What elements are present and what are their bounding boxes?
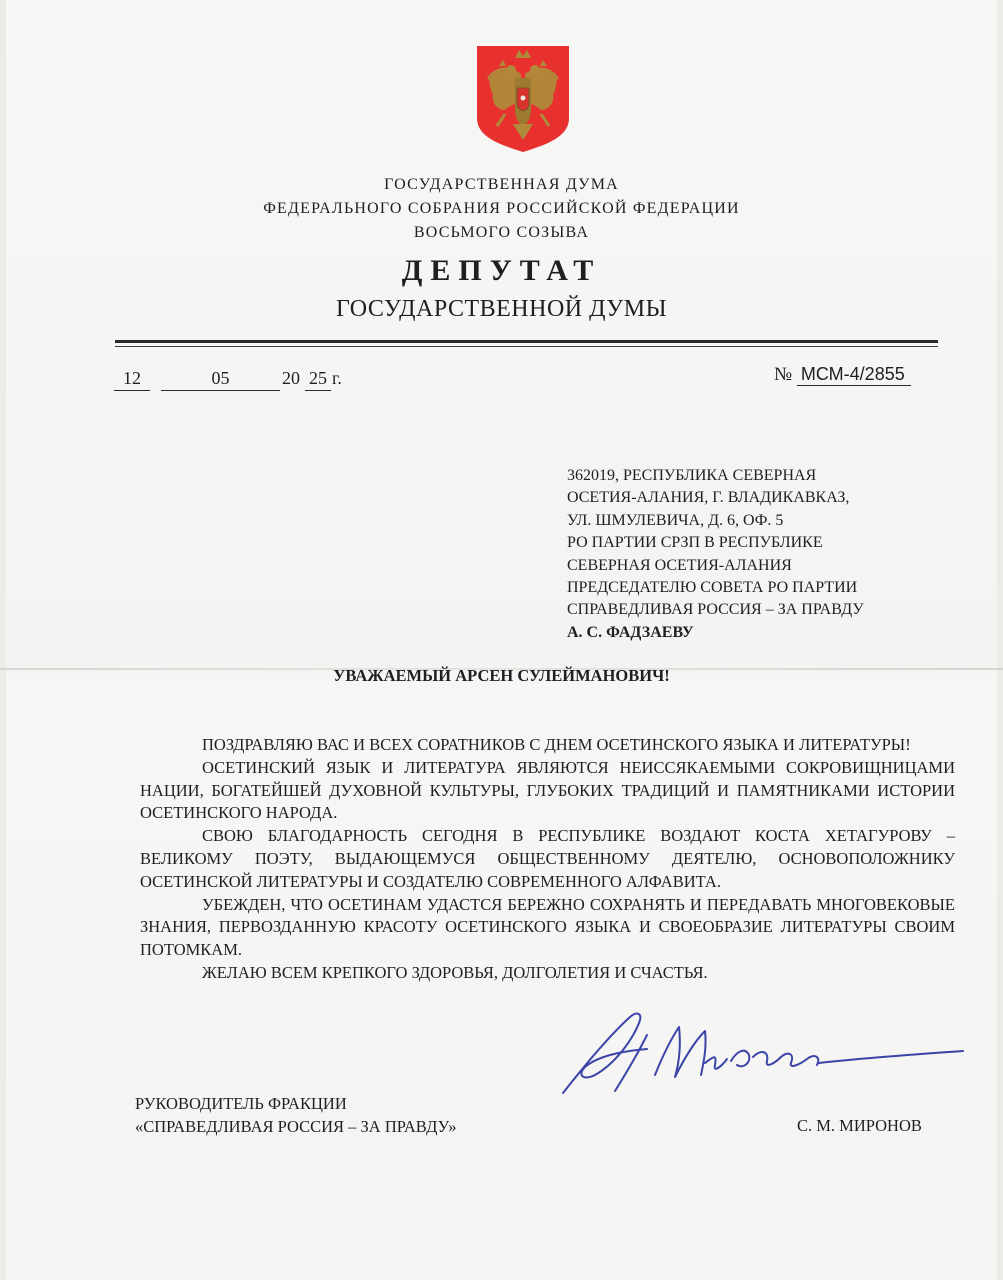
address-line: 362019, РЕСПУБЛИКА СЕВЕРНАЯ	[567, 467, 817, 484]
recipient-name: А. С. ФАДЗАЕВУ	[567, 623, 694, 641]
position-line: «СПРАВЕДЛИВАЯ РОССИЯ – ЗА ПРАВДУ»	[135, 1116, 457, 1136]
address-line: ПРЕДСЕДАТЕЛЮ СОВЕТА РО ПАРТИИ	[567, 579, 858, 597]
paragraph: УБЕЖДЕН, ЧТО ОСЕТИНАМ УДАСТСЯ БЕРЕЖНО СОХРАНЯТЬ И ПЕРЕДАВАТЬ МНОГОВЕКОВЫЕ ЗНАНИЯ, ПЕРВОЗДАННУЮ КРАСОТУ ОСЕТИНСКОГО ЯЗЫКА И СВОЕОБРАЗИЕ ЛИТЕРАТУРЫ СВОИМ ПОТОМКАМ.	[140, 894, 955, 960]
address-line: ОСЕТИЯ-АЛАНИЯ, Г. ВЛАДИКАВКАЗ,	[567, 489, 850, 507]
address-line: СЕВЕРНАЯ ОСЕТИЯ-АЛАНИЯ	[567, 556, 792, 574]
header-line-1: ГОСУДАРСТВЕННАЯ ДУМА	[384, 176, 619, 193]
header-rule-thick	[115, 340, 938, 343]
document-number	[774, 364, 911, 386]
date-year-suffix: 25	[305, 368, 331, 391]
russian-coat-of-arms-icon	[475, 44, 571, 154]
date-month: 05	[161, 368, 280, 391]
header-line-3: ВОСЬМОГО СОЗЫВА	[413, 224, 590, 241]
address-line: СПРАВЕДЛИВАЯ РОССИЯ – ЗА ПРАВДУ	[567, 601, 864, 619]
header-rule-thin	[115, 346, 938, 347]
document-number-value: МСМ-4/2855	[797, 364, 911, 386]
paragraph: СВОЮ БЛАГОДАРНОСТЬ СЕГОДНЯ В РЕСПУБЛИКЕ ВОЗДАЮТ КОСТА ХЕТАГУРОВУ – ВЕЛИКОМУ ПОЭТУ, ВЫДАЮЩЕМУСЯ ОБЩЕСТВЕННОМУ ДЕЯТЕЛЮ, ОСНОВОПОЛОЖНИКУ ОСЕТИНСКОЙ ЛИТЕРАТУРЫ И СОЗДАТЕЛЮ СОВРЕМЕННОГО АЛФАВИТА.	[140, 826, 955, 891]
greeting: УВАЖАЕМЫЙ АРСЕН СУЛЕЙМАНОВИЧ!	[333, 666, 670, 685]
date-year-mark: г.	[332, 368, 342, 388]
date-day: 12	[114, 368, 150, 391]
paragraph: ЖЕЛАЮ ВСЕМ КРЕПКОГО ЗДОРОВЬЯ, ДОЛГОЛЕТИЯ И СЧАСТЬЯ.	[202, 962, 708, 982]
position-line: РУКОВОДИТЕЛЬ ФРАКЦИИ	[135, 1094, 347, 1113]
signatory-position	[135, 1093, 456, 1139]
address-line: РО ПАРТИИ СРЗП В РЕСПУБЛИКЕ	[567, 534, 823, 552]
paragraph: ПОЗДРАВЛЯЮ ВАС И ВСЕХ СОРАТНИКОВ С ДНЕМ ОСЕТИНСКОГО ЯЗЫКА И ЛИТЕРАТУРЫ!	[202, 735, 911, 754]
header-line-2: ФЕДЕРАЛЬНОГО СОБРАНИЯ РОССИЙСКОЙ ФЕДЕРАЦИИ	[263, 200, 740, 217]
header-subtitle: ГОСУДАРСТВЕННОЙ ДУМЫ	[335, 296, 668, 322]
paragraph: ОСЕТИНСКИЙ ЯЗЫК И ЛИТЕРАТУРА ЯВЛЯЮТСЯ НЕИССЯКАЕМЫМИ СОКРОВИЩНИЦАМИ НАЦИИ, БОГАТЕЙШЕЙ ДУХОВНОЙ КУЛЬТУРЫ, ГЛУБОКИХ ТРАДИЦИЙ И ПАМЯТНИКАМИ ИСТОРИИ ОСЕТИНСКОГО НАРОДА.	[140, 757, 955, 823]
handwritten-signature	[555, 1005, 970, 1100]
recipient-address	[567, 465, 864, 644]
header-title: ДЕПУТАТ	[401, 254, 602, 287]
address-line: УЛ. ШМУЛЕВИЧА, Д. 6, ОФ. 5	[567, 511, 784, 529]
date-year-prefix: 20	[282, 368, 300, 388]
signatory-name: С. М. МИРОНОВ	[797, 1116, 922, 1135]
letter-body	[140, 734, 955, 985]
document-number-label: №	[774, 364, 793, 385]
